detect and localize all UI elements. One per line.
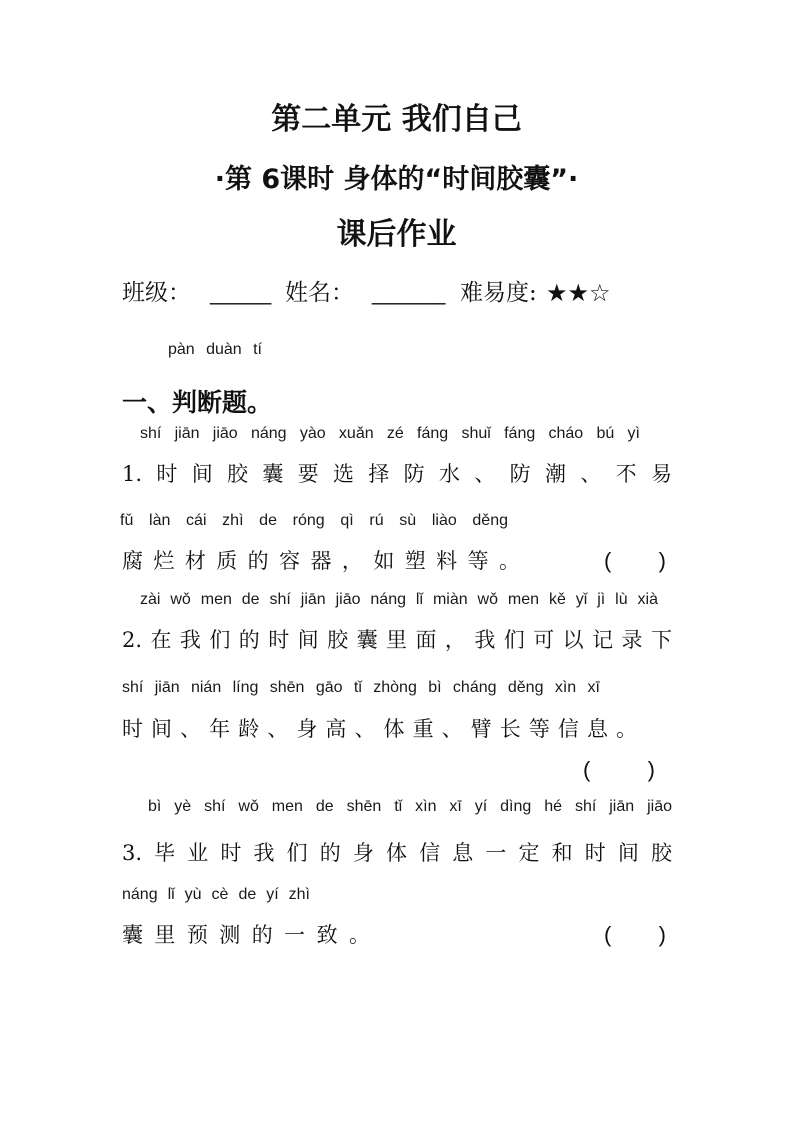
lesson-title: ·第 6课时 身体的“时间胶囊”· <box>214 164 579 195</box>
question-2-pinyin-line-1: zài wǒ men de shí jiān jiāo náng lǐ miàn wǒ men kě yǐ jì lù xià <box>140 591 658 608</box>
question-1-answer-blank: ( ) <box>604 548 666 573</box>
question-3-answer-blank: ( ) <box>604 922 666 947</box>
question-1-text-line-2: 腐烂材质的容器，如塑料等。 <box>122 549 520 573</box>
question-3-text-line-2: 囊里预测的一致。 <box>122 923 370 947</box>
question-3-pinyin-line-2: náng lǐ yù cè de yí zhì <box>122 886 310 903</box>
difficulty-stars: ★★☆ <box>546 279 611 307</box>
question-3-text-line-1: 3.毕业时我们的身体信息一定和时间胶 <box>122 841 672 865</box>
question-2-answer-blank: ( ) <box>583 757 655 782</box>
name-label: 姓名： <box>285 280 354 306</box>
difficulty-label: 难易度: <box>460 280 537 306</box>
worksheet-subtitle: 课后作业 <box>336 217 457 252</box>
question-1-text-line-1: 1.时间胶囊要选择防水、防潮、不易 <box>122 462 672 486</box>
section-heading: 一、判断题。 <box>122 388 273 417</box>
question-2-text-line-2: 时间、年龄、身高、体重、臂长等信息。 <box>122 717 637 741</box>
question-2-text-line-1: 2.在我们的时间胶囊里面，我们可以记录下 <box>122 628 672 652</box>
name-blank: ______ <box>372 280 446 305</box>
question-2-pinyin-line-2: shí jiān nián líng shēn gāo tǐ zhòng bì cháng děng xìn xī <box>122 679 600 696</box>
student-info-row <box>122 277 662 309</box>
unit-title: 第二单元 我们自己 <box>271 102 522 137</box>
question-1-pinyin-line-2: fǔ làn cái zhì de róng qì rú sù liào děng <box>120 512 508 529</box>
question-3-pinyin-line-1: bì yè shí wǒ men de shēn tǐ xìn xī yí dìng hé shí jiān jiāo <box>148 798 672 815</box>
class-blank: _____ <box>210 280 272 305</box>
question-1-pinyin-line-1: shí jiān jiāo náng yào xuǎn zé fáng shuǐ fáng cháo bú yì <box>140 425 640 442</box>
class-label: 班级： <box>122 280 191 306</box>
section-heading-pinyin: pàn duàn tí <box>168 341 262 358</box>
